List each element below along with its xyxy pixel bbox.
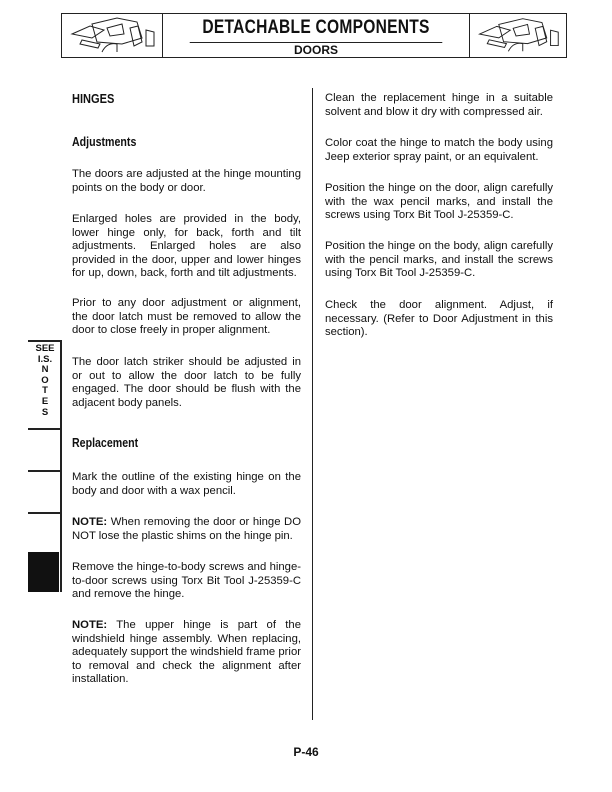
margin-rule [60,340,62,592]
section-thumb-tab [28,552,59,592]
margin-tab-line [28,428,61,430]
paragraph: Position the hinge on the door, align carefully with the wax pencil marks, and install the screws using Torx Bit Tool J-25359-C. [325,182,553,222]
note-label: NOTE: [72,619,108,631]
paragraph: Enlarged holes are provided in the body, lower hinge only, for back, forth and tilt adjustments. Enlarged holes are also provided in the door, upper and lower hinges for up, down, back, forth and tilt adjustments. [72,213,301,280]
notes-letter: T [42,385,48,397]
margin-tab-line [28,340,61,342]
see-label: SEE [35,343,55,354]
note-label: NOTE: [72,516,108,528]
note-text: The upper hinge is part of the windshield hinge assembly. When replacing, adequately support the windshield frame prior to removal and check the alignment after installation. [72,619,301,686]
paragraph: Position the hinge on the body, align carefully with the pencil marks, and install the screws using Torx Bit Tool J-25359-C. [325,240,553,280]
notes-letter: O [41,374,49,386]
column-divider [312,88,313,720]
paragraph: Prior to any door adjustment or alignment, the door latch must be removed to allow the door to close freely in proper alignment. [72,297,301,337]
right-column [325,0,553,700]
margin-tab-line [28,512,61,514]
note-text: When removing the door or hinge DO NOT lose the plastic shims on the hinge pin. [72,516,301,542]
page-number: P-46 [293,745,319,759]
paragraph: The door latch striker should be adjusted in or out to allow the door latch to be fully engaged. The door should be flush with the adjacent body panels. [72,356,301,409]
paragraph: Color coat the hinge to match the body using Jeep exterior spray paint, or an equivalent. [325,137,553,163]
margin-tab-line [28,470,61,472]
paragraph: Mark the outline of the existing hinge on the body and door with a wax pencil. [72,471,301,497]
subheading-replacement: Replacement [72,436,139,450]
notes-letter: E [41,395,49,407]
section-heading: HINGES [72,91,115,106]
paragraph: Clean the replacement hinge in a suitable solvent and blow it dry with compressed air. [325,92,553,118]
paragraph: Check the door alignment. Adjust, if necessary. (Refer to Door Adjustment in this section). [325,299,553,339]
page-title: DETACHABLE COMPONENTS [190,14,443,43]
paragraph: Remove the hinge-to-body screws and hinge-to-door screws using Torx Bit Tool J-25359-C and remove the hinge. [72,561,301,601]
see-is-notes-tab [34,344,56,418]
is-label: I.S. [37,353,53,365]
notes-letter: S [41,406,49,418]
page-subtitle: DOORS [293,43,338,57]
note [72,516,301,543]
paragraph: The doors are adjusted at the hinge mounting points on the body or door. [72,168,301,194]
left-column [72,0,301,700]
note [72,619,301,687]
subheading-adjustments: Adjustments [72,135,137,149]
notes-letter: N [41,364,49,376]
